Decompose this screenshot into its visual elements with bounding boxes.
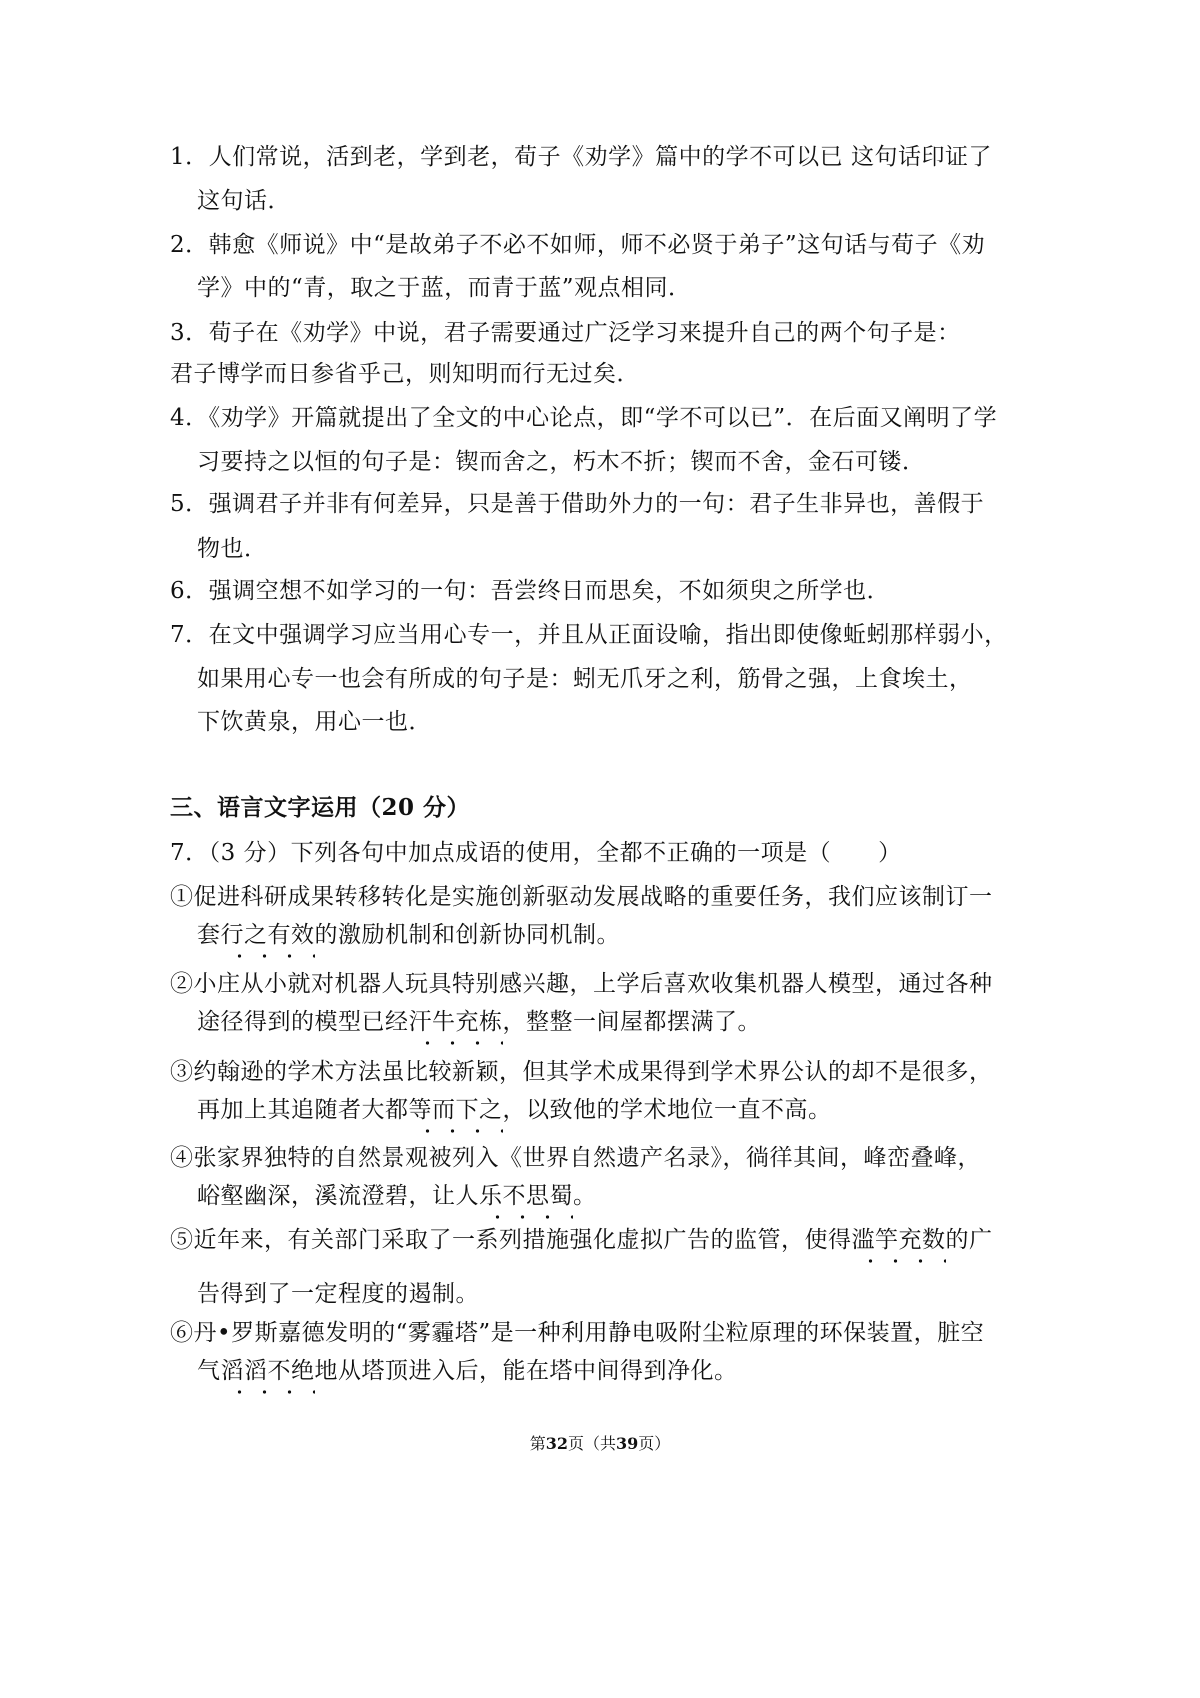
option-3-line-1: ③约翰逊的学术方法虽比较新颖，但其学术成果得到学术界公认的却不是很多， [170,1059,993,1085]
answer-2-line-2: 学》中的“青，取之于蓝，而青于蓝”观点相同． [197,275,692,301]
footer-page-number: 32 [545,1434,568,1453]
option-2-line-2: 途径得到的模型已经汗牛充栋，整整一间屋都摆满了。 [197,1009,761,1035]
option-6-line-1: ⑥丹•罗斯嘉德发明的“雾霾塔”是一种利用静电吸附尘粒原理的环保装置，脏空 [170,1320,985,1346]
dotted-idiom: 滥竽充数 [851,1227,946,1253]
option-4-line-1: ④张家界独特的自然景观被列入《世界自然遗产名录》，徜徉其间，峰峦叠峰， [170,1145,981,1171]
answer-7-line-2: 如果用心专一也会有所成的句子是：蚓无爪牙之利，筋骨之强，上食埃土， [197,666,973,692]
option-4-line-2: 峪壑幽深，溪流澄碧，让人乐不思蜀。 [197,1183,597,1209]
option-1-line-2: 套行之有效的激励机制和创新协同机制。 [197,922,620,948]
option-3-line-2: 再加上其追随者大都等而下之，以致他的学术地位一直不高。 [197,1097,832,1123]
answer-2-line-1: 2．韩愈《师说》中“是故弟子不必不如师，师不必贤于弟子”这句话与荀子《劝 [170,232,986,258]
answer-5-line-1: 5．强调君子并非有何差异，只是善于借助外力的一句：君子生非异也，善假于 [170,491,985,517]
answer-4-line-2: 习要持之以恒的句子是：锲而舍之，朽木不折；锲而不舍，金石可镂． [197,449,926,475]
page-footer: 第32页（共39页） [529,1434,671,1453]
dotted-idiom: 汗牛充栋 [408,1009,503,1035]
answer-1-line-2: 这句话． [197,188,291,214]
dotted-idiom: 等而下之 [408,1097,503,1123]
answer-3-line-1: 3．荀子在《劝学》中说，君子需要通过广泛学习来提升自己的两个句子是： [170,320,961,346]
answer-7-line-1: 7．在文中强调学习应当用心专一，并且从正面设喻，指出即使像蚯蚓那样弱小， [170,622,1008,648]
dotted-idiom: 滔滔不绝 [220,1358,315,1384]
answer-6-line-1: 6．强调空想不如学习的一句：吾尝终日而思矣，不如须臾之所学也． [170,578,891,604]
dotted-idiom: 行之有效 [220,922,315,948]
answer-4-line-1: 4．《劝学》开篇就提出了全文的中心论点，即“学不可以已”．在后面又阐明了学 [170,405,998,431]
section-heading: 三、语言文字运用（20 分） [170,794,471,821]
answer-3-line-2: 君子博学而日参省乎己，则知明而行无过矣． [170,361,640,387]
option-1-line-1: ①促进科研成果转移转化是实施创新驱动发展战略的重要任务，我们应该制订一 [170,884,993,910]
question-stem: 7．（3 分）下列各句中加点成语的使用，全都不正确的一项是（ ） [170,840,902,866]
footer-total-pages: 39 [616,1434,639,1453]
option-5-line-2: 告得到了一定程度的遏制。 [197,1281,479,1307]
option-6-line-2: 气滔滔不绝地从塔顶进入后，能在塔中间得到净化。 [197,1358,738,1384]
dotted-idiom: 乐不思蜀 [479,1183,573,1209]
option-5-line-1: ⑤近年来，有关部门采取了一系列措施强化虚拟广告的监管，使得滥竽充数的广 [170,1227,993,1253]
answer-1-line-1: 1．人们常说，活到老，学到老，荀子《劝学》篇中的学不可以已 这句话印证了 [170,144,992,170]
option-2-line-1: ②小庄从小就对机器人玩具特别感兴趣，上学后喜欢收集机器人模型，通过各种 [170,971,993,997]
answer-7-line-3: 下饮黄泉，用心一也． [197,709,432,735]
answer-5-line-2: 物也． [197,536,268,562]
